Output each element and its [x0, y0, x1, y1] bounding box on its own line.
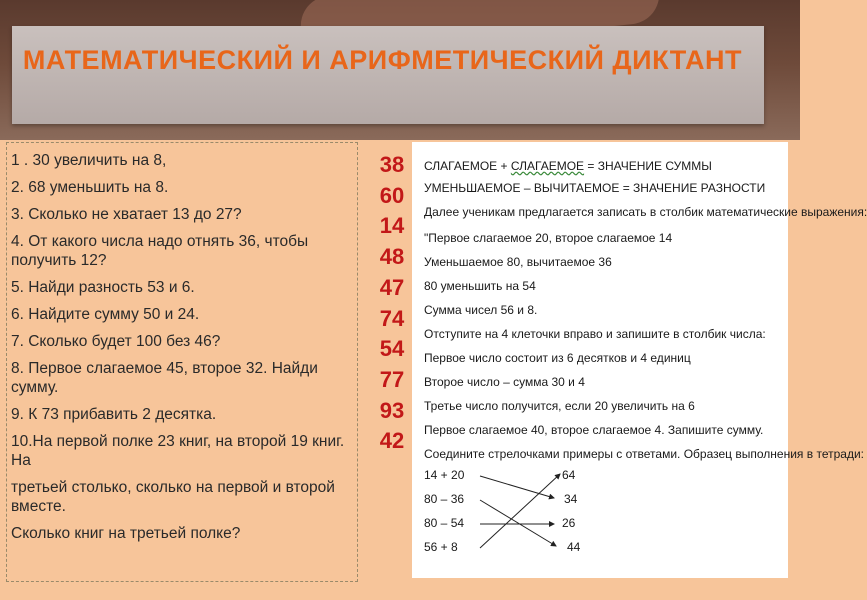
task-item: 4. От какого числа надо отнять 36, чтобы получить 12? — [11, 233, 309, 269]
answer-value: 74 — [379, 305, 405, 331]
slide-title: МАТЕМАТИЧЕСКИЙ И АРИФМЕТИЧЕСКИЙ ДИКТАНТ — [22, 45, 742, 75]
match-answer: 34 — [564, 492, 578, 506]
arrow-line — [480, 500, 556, 546]
task-item: 7. Сколько будет 100 без 46? — [11, 333, 221, 350]
answer-value: 54 — [379, 336, 405, 362]
task-item: 8. Первое слагаемое 45, второе 32. Найди сумму. — [11, 360, 318, 396]
matching-arrows — [424, 468, 624, 568]
instruction-line: 80 уменьшить на 54 — [424, 279, 536, 293]
answer-value: 47 — [379, 274, 405, 300]
term-addend-underlined: СЛАГАЕМОЕ — [510, 159, 585, 173]
instruction-line: Далее ученикам предлагается записать в столбик математические выражения: — [424, 205, 867, 219]
task-item: 1 . 30 увеличить на 8, — [11, 152, 167, 169]
instruction-line: Уменьшаемое 80, вычитаемое 36 — [424, 255, 612, 269]
answers-column — [372, 150, 412, 457]
instruction-line: Соедините стрелочками примеры с ответами. Образец выполнения в тетради: — [424, 447, 864, 461]
task-item: 3. Сколько не хватает 13 до 27? — [11, 206, 242, 223]
task-item: 10.На первой полке 23 книг, на второй 19 книг. На — [11, 433, 345, 469]
plus-sign: + — [500, 159, 511, 173]
title-band — [12, 26, 764, 124]
instruction-line: Третье число получится, если 20 увеличить на 6 — [424, 399, 695, 413]
task-item: третьей столько, сколько на первой и второй вместе. — [11, 479, 335, 515]
task-item: 2. 68 уменьшить на 8. — [11, 179, 169, 196]
match-expression: 14 + 20 — [424, 468, 465, 482]
match-answer: 44 — [567, 540, 581, 554]
answer-value: 93 — [379, 397, 405, 423]
match-expression: 56 + 8 — [424, 540, 458, 554]
answer-value: 77 — [379, 366, 405, 392]
answer-value: 60 — [379, 182, 405, 208]
instruction-line: Первое слагаемое 40, второе слагаемое 4. Запишите сумму. — [424, 423, 764, 437]
task-item: 5. Найди разность 53 и 6. — [11, 279, 195, 296]
task-list — [7, 143, 357, 547]
match-expression: 80 – 54 — [424, 516, 465, 530]
formula-sum — [424, 158, 712, 174]
match-answer: 64 — [562, 468, 576, 482]
task-box — [6, 142, 358, 582]
term-sum: = ЗНАЧЕНИЕ СУММЫ — [584, 159, 712, 173]
task-item: 6. Найдите сумму 50 и 24. — [11, 306, 200, 323]
arrow-line — [480, 474, 560, 548]
instruction-line: Отступите на 4 клеточки вправо и запишите в столбик числа: — [424, 327, 766, 341]
match-answer: 26 — [562, 516, 576, 530]
task-item: 9. К 73 прибавить 2 десятка. — [11, 406, 217, 423]
answer-value: 14 — [379, 213, 405, 239]
task-item: Сколько книг на третьей полке? — [11, 525, 241, 542]
arrow-line — [480, 476, 554, 498]
answer-value: 48 — [379, 244, 405, 270]
matching-exercise — [424, 468, 624, 568]
answer-value: 38 — [379, 152, 405, 177]
instructions-panel — [412, 142, 867, 578]
formula-difference: УМЕНЬШАЕМОЕ – ВЫЧИТАЕМОЕ = ЗНАЧЕНИЕ РАЗНОСТИ — [424, 181, 766, 195]
answer-value: 42 — [379, 428, 405, 454]
match-expression: 80 – 36 — [424, 492, 465, 506]
instruction-line: "Первое слагаемое 20, второе слагаемое 14 — [424, 231, 673, 245]
instruction-line: Второе число – сумма 30 и 4 — [424, 375, 585, 389]
term-addend: СЛАГАЕМОЕ — [424, 159, 498, 173]
instruction-line: Первое число состоит из 6 десятков и 4 единиц — [424, 351, 691, 365]
instruction-line: Сумма чисел 56 и 8. — [424, 303, 538, 317]
